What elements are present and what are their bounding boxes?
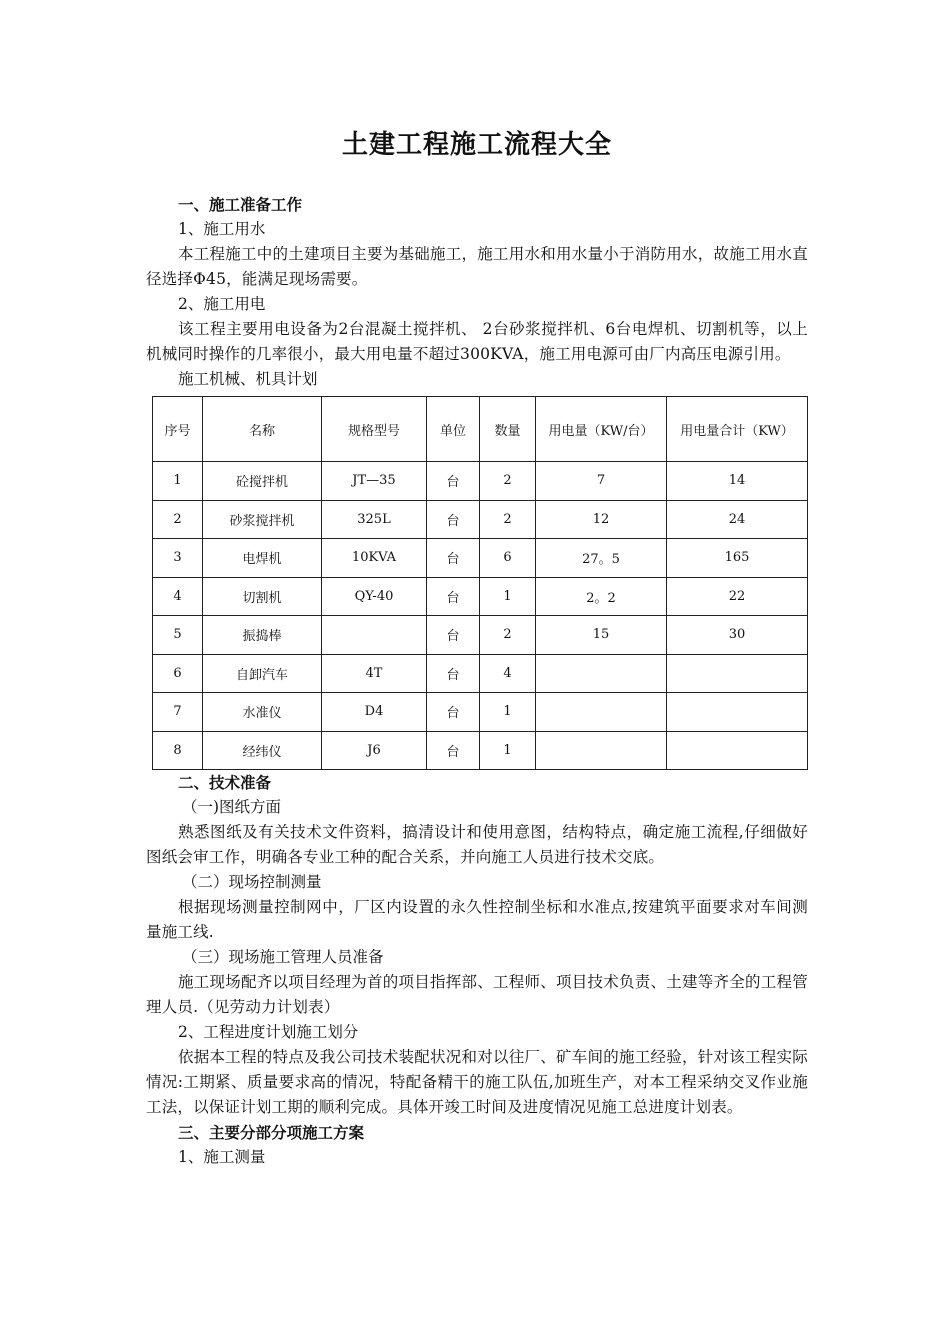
- section2-heading: 二、技术准备: [178, 773, 272, 792]
- cell-quantity: 4: [480, 654, 536, 693]
- cell-index: 7: [153, 693, 203, 732]
- cell-unit: 台: [427, 731, 480, 770]
- cell-unit: 台: [427, 654, 480, 693]
- cell-model: [322, 616, 427, 655]
- cell-unit: 台: [427, 539, 480, 578]
- header-model: 规格型号: [322, 397, 427, 462]
- cell-power-per-unit: 7: [536, 462, 667, 501]
- cell-quantity: 1: [480, 693, 536, 732]
- cell-index: 4: [153, 577, 203, 616]
- cell-index: 2: [153, 500, 203, 539]
- header-power-per-unit: 用电量（KW/台）: [536, 397, 667, 462]
- drawings-paragraph: 熟悉图纸及有关技术文件资料，搞清设计和使用意图，结构特点，确定施工流程,仔细做好图纸会审工作，明确各专业工种的配合关系，并向施工人员进行技术交底。: [146, 823, 808, 866]
- table-row: [153, 462, 808, 501]
- cell-unit: 台: [427, 462, 480, 501]
- cell-power-total: 24: [667, 500, 808, 539]
- water-heading: 1、施工用水: [178, 220, 266, 238]
- table-row: [153, 577, 808, 616]
- cell-power-per-unit: 12: [536, 500, 667, 539]
- header-quantity: 数量: [480, 397, 536, 462]
- schedule-paragraph: 依据本工程的特点及我公司技术装配状况和对以往厂、矿车间的施工经验，针对该工程实际情况:工期紧、质量要求高的情况，特配备精干的施工队伍,加班生产，对本工程采纳交叉作业施工法，以保证计划工期的顺利完成。具体开竣工时间及进度情况见施工总进度计划表。: [146, 1048, 808, 1116]
- cell-name: 切割机: [203, 577, 322, 616]
- cell-name: 砼搅拌机: [203, 462, 322, 501]
- cell-index: 6: [153, 654, 203, 693]
- table-header-row: [153, 397, 808, 462]
- schedule-heading: 2、工程进度计划施工划分: [178, 1023, 359, 1041]
- cell-name: 经纬仪: [203, 731, 322, 770]
- cell-power-per-unit: 27。5: [536, 539, 667, 578]
- cell-quantity: 1: [480, 731, 536, 770]
- table-row: [153, 500, 808, 539]
- cell-model: J6: [322, 731, 427, 770]
- cell-quantity: 6: [480, 539, 536, 578]
- table-caption: 施工机械、机具计划: [178, 370, 318, 388]
- cell-model: 4T: [322, 654, 427, 693]
- cell-model: D4: [322, 693, 427, 732]
- cell-unit: 台: [427, 616, 480, 655]
- cell-power-per-unit: [536, 693, 667, 732]
- power-heading: 2、施工用电: [178, 295, 266, 313]
- staff-paragraph: 施工现场配齐以项目经理为首的项目指挥部、工程师、项目技术负责、土建等齐全的工程管理人员.（见劳动力计划表）: [146, 973, 808, 1016]
- cell-power-total: [667, 654, 808, 693]
- power-paragraph: 该工程主要用电设备为2台混凝土搅拌机、 2台砂浆搅拌机、6台电焊机、切割机等，以上机械同时操作的几率很小，最大用电量不超过300KVA，施工用电源可由厂内高压电源引用。: [146, 320, 808, 363]
- drawings-heading: （一)图纸方面: [182, 798, 282, 816]
- table-row: [153, 693, 808, 732]
- cell-power-per-unit: 15: [536, 616, 667, 655]
- cell-name: 振捣棒: [203, 616, 322, 655]
- survey-construction-heading: 1、施工测量: [178, 1148, 266, 1166]
- header-unit: 单位: [427, 397, 480, 462]
- title-spacer: [146, 170, 808, 192]
- cell-power-per-unit: 2。2: [536, 577, 667, 616]
- table-row: [153, 654, 808, 693]
- cell-unit: 台: [427, 500, 480, 539]
- header-power-total: 用电量合计（KW）: [667, 397, 808, 462]
- section3-heading: 三、主要分部分项施工方案: [178, 1123, 365, 1142]
- cell-index: 8: [153, 731, 203, 770]
- cell-index: 1: [153, 462, 203, 501]
- cell-model: 325L: [322, 500, 427, 539]
- cell-power-total: [667, 693, 808, 732]
- cell-index: 5: [153, 616, 203, 655]
- cell-power-total: 22: [667, 577, 808, 616]
- staff-heading: （三）现场施工管理人员准备: [182, 948, 384, 966]
- cell-model: JT—35: [322, 462, 427, 501]
- document-page: [146, 120, 808, 1170]
- header-index: 序号: [153, 397, 203, 462]
- cell-unit: 台: [427, 577, 480, 616]
- cell-quantity: 2: [480, 500, 536, 539]
- machinery-table: [152, 396, 808, 770]
- cell-quantity: 2: [480, 462, 536, 501]
- cell-name: 水准仪: [203, 693, 322, 732]
- cell-model: 10KVA: [322, 539, 427, 578]
- table-row: [153, 731, 808, 770]
- cell-name: 电焊机: [203, 539, 322, 578]
- cell-power-total: 30: [667, 616, 808, 655]
- water-paragraph: 本工程施工中的土建项目主要为基础施工，施工用水和用水量小于消防用水，故施工用水直径选择Φ45，能满足现场需要。: [146, 245, 808, 288]
- cell-power-per-unit: [536, 654, 667, 693]
- header-name: 名称: [203, 397, 322, 462]
- cell-power-total: 165: [667, 539, 808, 578]
- document-title: 土建工程施工流程大全: [341, 130, 612, 160]
- cell-name: 砂浆搅拌机: [203, 500, 322, 539]
- survey-paragraph: 根据现场测量控制网中，厂区内设置的永久性控制坐标和水准点,按建筑平面要求对车间测量施工线.: [146, 898, 808, 941]
- cell-model: QY-40: [322, 577, 427, 616]
- table-row: [153, 539, 808, 578]
- section1-heading: 一、施工准备工作: [178, 195, 303, 214]
- cell-quantity: 1: [480, 577, 536, 616]
- cell-quantity: 2: [480, 616, 536, 655]
- cell-power-per-unit: [536, 731, 667, 770]
- survey-heading: （二）现场控制测量: [182, 873, 322, 891]
- cell-unit: 台: [427, 693, 480, 732]
- cell-name: 自卸汽车: [203, 654, 322, 693]
- cell-power-total: [667, 731, 808, 770]
- cell-power-total: 14: [667, 462, 808, 501]
- table-row: [153, 616, 808, 655]
- cell-index: 3: [153, 539, 203, 578]
